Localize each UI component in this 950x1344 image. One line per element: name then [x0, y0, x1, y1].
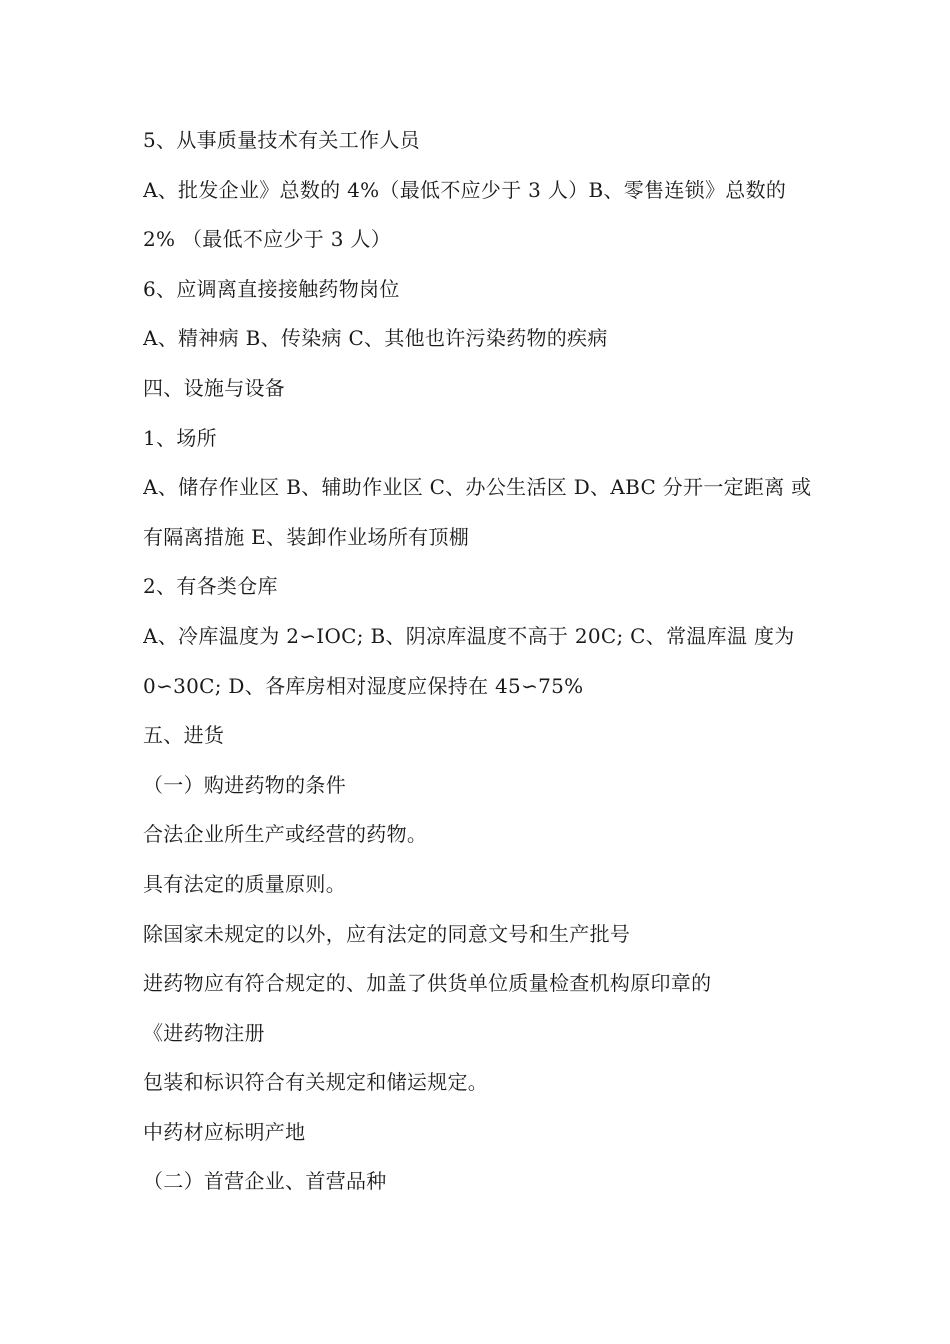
- text-line: 除国家未规定的以外，应有法定的同意文号和生产批号: [143, 921, 631, 946]
- text-line: 具有法定的质量原则。: [143, 871, 346, 896]
- text-line: 1、场所: [143, 425, 217, 450]
- text-line: 0∽30C; D、各库房相对湿度应保持在 45∽75%: [143, 673, 584, 698]
- text-line: 2% （最低不应少于 3 人）: [143, 227, 392, 252]
- text-line: 中药材应标明产地: [143, 1119, 306, 1144]
- text-line: 包装和标识符合有关规定和储运规定。: [143, 1070, 489, 1095]
- document-body: [143, 118, 823, 1209]
- text-line: 2、有各类仓库: [143, 574, 278, 599]
- section-heading: 四、设施与设备: [143, 375, 286, 400]
- subsection-heading: （一）购进药物的条件: [143, 772, 346, 797]
- text-line: A、精神病 B、传染病 C、其他也许污染药物的疾病: [143, 326, 608, 351]
- text-line: A、储存作业区 B、辅助作业区 C、办公生活区 D、ABC 分开一定距离 或: [143, 475, 812, 500]
- section-heading: 五、进货: [143, 723, 225, 748]
- text-line: 合法企业所生产或经营的药物。: [143, 822, 428, 847]
- text-line: A、批发企业》总数的 4%（最低不应少于 3 人）B、零售连锁》总数的: [143, 177, 787, 202]
- text-line: 6、应调离直接接触药物岗位: [143, 276, 400, 301]
- text-line: 《进药物注册: [143, 1020, 265, 1045]
- text-line: 进药物应有符合规定的、加盖了供货单位质量检查机构原印章的: [143, 971, 712, 996]
- text-line: A、冷库温度为 2∽IOC; B、阴凉库温度不高于 20C; C、常温库温 度为: [143, 623, 795, 648]
- subsection-heading: （二）首营企业、首营品种: [143, 1169, 387, 1194]
- text-line: 有隔离措施 E、装卸作业场所有顶棚: [143, 524, 470, 549]
- text-line: 5、从事质量技术有关工作人员: [143, 128, 420, 152]
